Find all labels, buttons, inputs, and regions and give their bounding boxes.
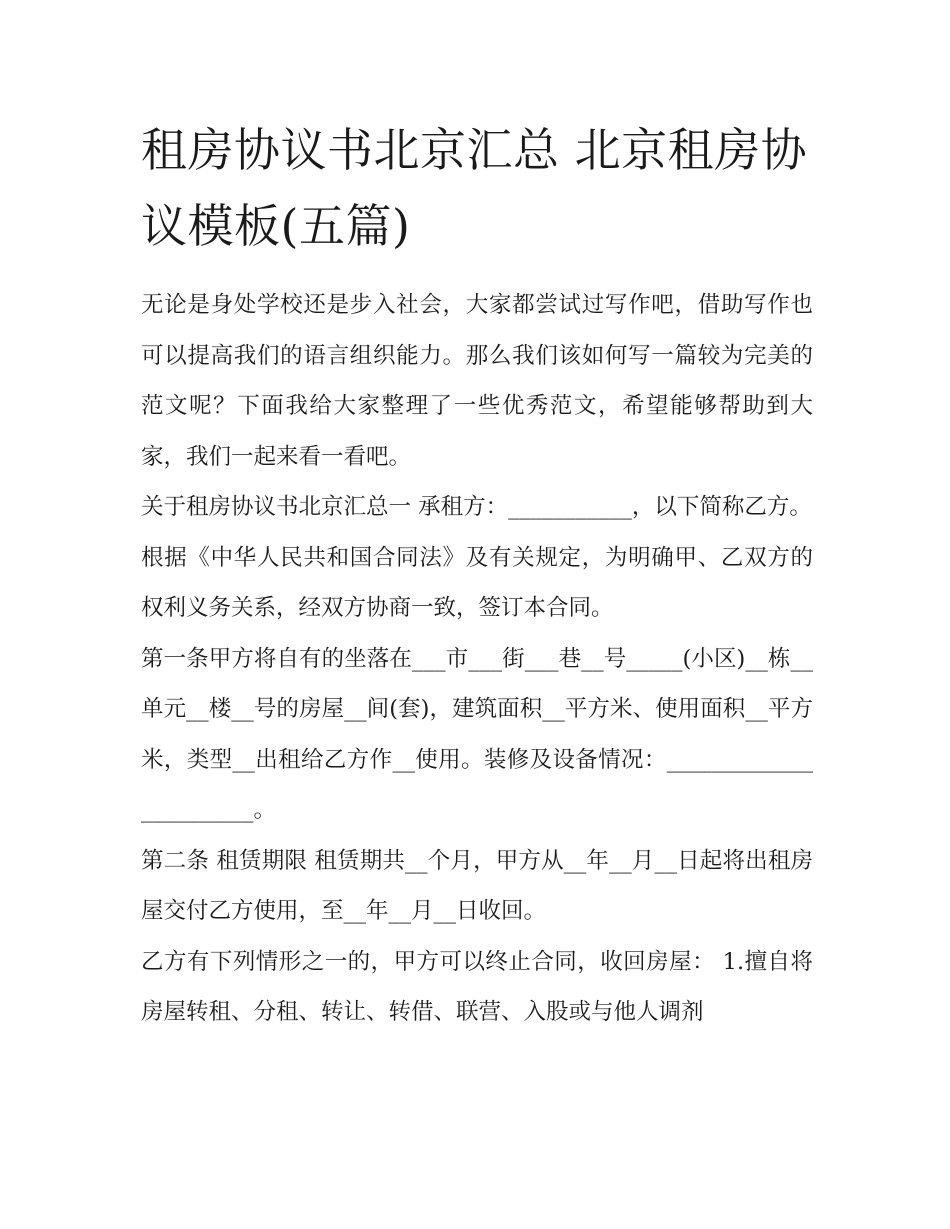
paragraph-intro: 无论是身处学校还是步入社会，大家都尝试过写作吧，借助写作也可以提高我们的语言组织能力。那么我们该如何写一篇较为完美的范文呢？下面我给大家整理了一些优秀范文，希望能够帮助到大家，我们一起来看一看吧。	[141, 292, 813, 470]
paragraph-article-1: 第一条甲方将自有的坐落在___市___街___巷__号_____(小区)__栋__单元__楼__号的房屋__间(套)，建筑面积__平方米、使用面积__平方米，类型__出租给乙方作__使用。装修及设备情况：_______________________。	[141, 645, 813, 823]
document-title: 租房协议书北京汇总 北京租房协议模板(五篇)	[141, 123, 808, 253]
paragraph-lessee: 关于租房协议书北京汇总一 承租方：___________，以下简称乙方。	[141, 494, 812, 520]
paragraph-legal-basis: 根据《中华人民共和国合同法》及有关规定，为明确甲、乙双方的权利义务关系，经双方协商一致，签订本合同。	[141, 544, 813, 621]
paragraph-termination: 乙方有下列情形之一的，甲方可以终止合同，收回房屋： 1.擅自将房屋转租、分租、转让、转借、联营、入股或与他人调剂	[141, 948, 813, 1025]
document-body	[141, 112, 813, 1038]
paragraph-article-2: 第二条 租赁期限 租赁期共__个月，甲方从__年__月__日起将出租房屋交付乙方使用，至__年__月__日收回。	[141, 847, 813, 924]
